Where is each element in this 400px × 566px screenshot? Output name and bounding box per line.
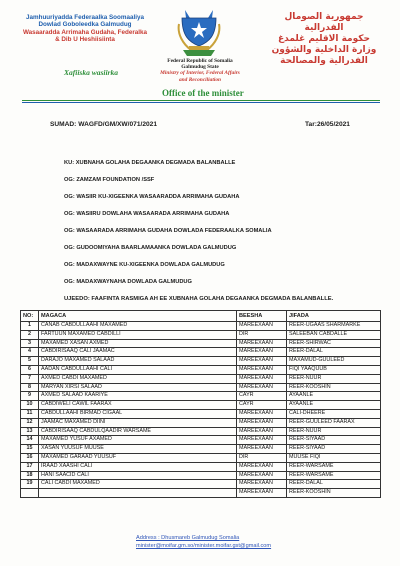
table-row <box>21 480 381 489</box>
sub-clan-cell: AYAANLE <box>287 401 381 410</box>
sub-clan-cell: REER-KOOSHIN <box>287 489 381 498</box>
letterhead-line: & Dib U Heshiisiinta <box>55 35 115 43</box>
sub-clan-cell: FIQI YAAQUUB <box>287 365 381 374</box>
sub-clan-cell: MAXAMUD-GUULEED <box>287 357 381 366</box>
member-name: XASAN YUUSUF MUUSE <box>39 445 237 454</box>
member-name: HANI SAACID CALI <box>39 471 237 480</box>
clan-cell: CAYR <box>237 392 287 401</box>
sub-clan-cell: REER-DALAL <box>287 348 381 357</box>
column-header: NO: <box>21 311 39 322</box>
header-divider <box>22 100 380 101</box>
row-number: 12 <box>21 418 39 427</box>
recipient-line: OG: ZAMZAM FOUNDATION /SSF <box>64 177 155 183</box>
letterhead-line: Dowlad Goboleedka Galmudug <box>38 21 132 29</box>
member-name: MAXAMED GARAAD YUUSUF <box>39 453 237 462</box>
recipient-line: OG: MADAXWAYNE KU-XIGEENKA DOWLADA GALMUDUG <box>64 262 225 268</box>
letterhead-english-line: Galmudug State <box>181 64 219 71</box>
letterhead-line: Wasaaradda Arrimaha Gudaha, Federalka <box>22 28 148 36</box>
member-name: IRAAD XAASHI CALI <box>39 462 237 471</box>
table-row <box>21 330 381 339</box>
row-number: 2 <box>21 330 39 339</box>
row-number <box>21 489 39 498</box>
contact-email-link[interactable]: minister@moifar.gm.so/minister.moifar.gst@gmail.com <box>136 543 272 549</box>
recipient-line: KU: XUBNAHA GOLAHA DEGAANKA DEGMADA BALANBALLE <box>64 160 236 166</box>
table-row <box>21 392 381 401</box>
table-row <box>21 453 381 462</box>
row-number: 8 <box>21 383 39 392</box>
clan-cell: MAREEXAAN <box>237 436 287 445</box>
clan-cell: DIR <box>237 453 287 462</box>
row-number: 6 <box>21 365 39 374</box>
letterhead-english-line: Ministry of Interior, Federal Affairs <box>160 70 240 77</box>
clan-cell: MAREEXAAN <box>237 339 287 348</box>
table-row <box>21 471 381 480</box>
sub-clan-cell: REER-DALAL <box>287 480 381 489</box>
table-row <box>21 383 381 392</box>
clan-cell: MAREEXAAN <box>237 374 287 383</box>
letterhead-arabic-line: حكومة الاقليم غلمدغ <box>278 34 370 44</box>
clan-cell: MAREEXAAN <box>237 348 287 357</box>
clan-cell: MAREEXAAN <box>237 357 287 366</box>
member-name: CABDIWELI CAWIL FAARAX <box>39 401 237 410</box>
member-name: AADAN CABDULLAAHI CALI <box>39 365 237 374</box>
row-number: 9 <box>21 392 39 401</box>
row-number: 10 <box>21 401 39 410</box>
member-name: AXMED SALAAD KAARIYE <box>39 392 237 401</box>
header-divider <box>22 102 380 103</box>
member-name: CABDULLAAHI BIRMAD CIGAAL <box>39 409 237 418</box>
row-number: 4 <box>21 348 39 357</box>
recipient-line: OG: MADAXWAYNAHA DOWLADA GALMUDUG <box>64 279 192 285</box>
row-number: 16 <box>21 453 39 462</box>
sub-clan-cell: REER-NUUR <box>287 374 381 383</box>
sub-clan-cell: REER-UGAAS SHARMARKE <box>287 322 381 331</box>
member-name: DARAJO MAXAMED SALAAD <box>39 357 237 366</box>
row-number: 7 <box>21 374 39 383</box>
sub-clan-cell: REER-SHIRWAC <box>287 339 381 348</box>
coat-of-arms-icon <box>177 6 221 58</box>
clan-cell: MAREEXAAN <box>237 427 287 436</box>
member-name: MARYAN XIRSI SALAAD <box>39 383 237 392</box>
member-name <box>39 489 237 498</box>
letterhead-somali <box>20 14 150 43</box>
sub-clan-cell: REER-WARSAME <box>287 471 381 480</box>
member-name: CABDIRISAAQ CABDULQAADIR WARSAME <box>39 427 237 436</box>
sub-clan-cell: MUUSE FIQI <box>287 453 381 462</box>
table-row <box>21 409 381 418</box>
footer-address <box>136 534 336 550</box>
clan-cell: MAREEXAAN <box>237 365 287 374</box>
table-row <box>21 401 381 410</box>
member-name: AXMED CABDI MAXAMED <box>39 374 237 383</box>
sub-clan-cell: REER-GUULEED FAARAX <box>287 418 381 427</box>
sub-clan-cell: REER-SIYAAD <box>287 436 381 445</box>
member-name: CANAB CABDULLAAHI MAXAMED <box>39 322 237 331</box>
office-label-english: Office of the minister <box>162 88 244 98</box>
row-number: 18 <box>21 471 39 480</box>
letterhead-arabic-line: جمهورية الصومال الفدرالية <box>284 12 364 33</box>
row-number: 1 <box>21 322 39 331</box>
sub-clan-cell: AYAANLE <box>287 392 381 401</box>
row-number: 14 <box>21 436 39 445</box>
office-label-somali: Xafiiska wasiirka <box>64 68 118 77</box>
table-row <box>21 418 381 427</box>
table-row <box>21 427 381 436</box>
clan-cell: MAREEXAAN <box>237 383 287 392</box>
row-number: 5 <box>21 357 39 366</box>
clan-cell: MAREEXAAN <box>237 480 287 489</box>
recipient-line: OG: WASIIR KU-XIGEENKA WASAARADDA ARRIMAHA GUDAHA <box>64 194 240 200</box>
clan-cell: MAREEXAAN <box>237 418 287 427</box>
table-row <box>21 445 381 454</box>
table-row <box>21 322 381 331</box>
clan-cell: MAREEXAAN <box>237 322 287 331</box>
subject-line: UJEEDO: FAAFINTA RASMIGA AH EE XUBNAHA GOLAHA DEGAANKA DEGMADA BALANBALLE. <box>64 296 334 302</box>
row-number: 13 <box>21 427 39 436</box>
table-row <box>21 436 381 445</box>
sub-clan-cell: REER-NUUR <box>287 427 381 436</box>
row-number: 11 <box>21 409 39 418</box>
clan-cell: CAYR <box>237 401 287 410</box>
sub-clan-cell: REER-KOOSHIN <box>287 383 381 392</box>
letterhead-arabic <box>264 12 384 67</box>
column-header: JIFADA <box>287 311 381 322</box>
table-row <box>21 348 381 357</box>
clan-cell: DIR <box>237 330 287 339</box>
address-text: Address : Dhusmareb Galmudug Somalia <box>136 535 240 541</box>
member-name: MAXAMED XASAN AXMED <box>39 339 237 348</box>
letterhead-english <box>150 58 250 83</box>
sub-clan-cell: CALI-DHEERE <box>287 409 381 418</box>
member-name: JAAMAC MAXAMED DIINI <box>39 418 237 427</box>
letterhead-english-line: and Reconciliation <box>178 76 222 83</box>
table-row <box>21 357 381 366</box>
clan-cell: MAREEXAAN <box>237 409 287 418</box>
member-name: FARTUUN MAXAMED CABDILLI <box>39 330 237 339</box>
sub-clan-cell: REER-SIYAAD <box>287 445 381 454</box>
clan-cell: MAREEXAAN <box>237 445 287 454</box>
letterhead-english-line: Federal Republic of Somalia <box>167 58 233 64</box>
recipient-line: OG: WASAARADA ARRIMAHA GUDAHA DOWLADA FEDERAALKA SOMALIA <box>64 228 272 234</box>
letterhead-arabic-line: الفدرالية والمصالحة <box>280 56 368 66</box>
row-number: 17 <box>21 462 39 471</box>
row-number: 15 <box>21 445 39 454</box>
table-row <box>21 489 381 498</box>
reference-number: SUMAD: WAGFD/GM/XW/071/2021 <box>50 121 157 128</box>
recipient-line: OG: WASIIRU DOWLAHA WASAARADA ARRIMAHA GUDAHA <box>64 211 230 217</box>
sub-clan-cell: REER-WARSAME <box>287 462 381 471</box>
clan-cell: MAREEXAAN <box>237 471 287 480</box>
member-name: CALI CABDI MAXAMED <box>39 480 237 489</box>
table-header-row <box>21 311 381 322</box>
table-row <box>21 365 381 374</box>
member-name: CABDIRISAAQ CALI JAAMAC <box>39 348 237 357</box>
row-number: 3 <box>21 339 39 348</box>
column-header: BEESHA <box>237 311 287 322</box>
letterhead-line: Jamhuuriyadda Federaalka Soomaaliya <box>26 14 144 21</box>
clan-cell: MAREEXAAN <box>237 462 287 471</box>
clan-cell: MAREEXAAN <box>237 489 287 498</box>
recipient-line: OG: GUDOOMIYAHA BAARLAMAANKA DOWLADA GALMUDUG <box>64 245 237 251</box>
table-row <box>21 374 381 383</box>
member-name: MAXAMED YUSUF AXAMED <box>39 436 237 445</box>
table-row <box>21 462 381 471</box>
letterhead-arabic-line: وزارة الداخلية والشؤون <box>271 45 377 55</box>
table-row <box>21 339 381 348</box>
letter-date: Tar:26/05/2021 <box>305 121 350 128</box>
sub-clan-cell: SALEEBAN CABDALLE <box>287 330 381 339</box>
members-table <box>20 310 381 498</box>
row-number: 19 <box>21 480 39 489</box>
column-header: MAGACA <box>39 311 237 322</box>
